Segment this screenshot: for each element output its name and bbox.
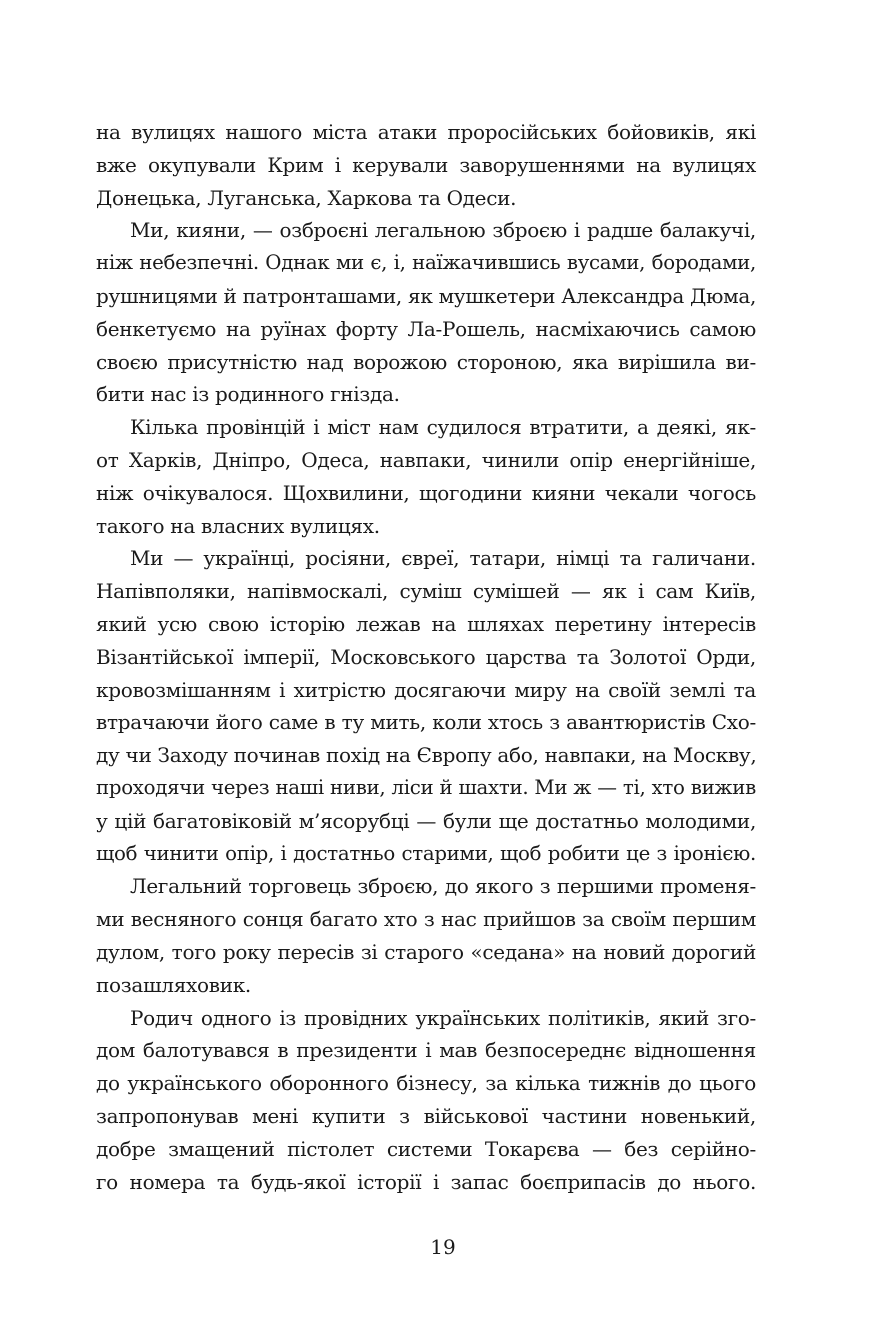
text-line: дулом, того року пересів зі старого «седана» на новий дорогий xyxy=(96,939,756,964)
text-line: такого на власних вулицях. xyxy=(96,513,380,538)
paragraph-first-line: Ми — українці, росіяни, євреї, татари, німці та галичани. xyxy=(130,546,756,571)
text-line: позашляховик. xyxy=(96,972,251,997)
text-line: от Харків, Дніпро, Одеса, навпаки, чинили опір енергійніше, xyxy=(96,447,756,472)
paragraph-first-line: Кілька провінцій і міст нам судилося втратити, а деякі, як- xyxy=(130,415,756,440)
paragraph-first-line: Ми, кияни, — озброєні легальною зброєю і радше балакучі, xyxy=(130,218,756,243)
text-line: Донецька, Луганська, Харкова та Одеси. xyxy=(96,185,517,210)
text-line: який усю свою історію лежав на шляхах перетину інтересів xyxy=(96,611,756,636)
paragraph-first-line: Родич одного із провідних українських політиків, який зго- xyxy=(130,1005,756,1030)
text-line: на вулицях нашого міста атаки проросійських бойовиків, які xyxy=(96,120,756,144)
text-line: кровозмішанням і хитрістю досягаючи миру на своїй землі та xyxy=(96,677,756,702)
page-body xyxy=(96,116,756,1198)
text-line: у цій багатовіковій м’ясорубці — були ще достатньо молодими, xyxy=(96,808,756,833)
text-line: дом балотувався в президенти і мав безпосереднє відношення xyxy=(96,1038,756,1063)
text-line: втрачаючи його саме в ту мить, коли хтось з авантюристів Схо- xyxy=(96,710,756,735)
text-line: добре змащений пістолет системи Токарєва — без серійно- xyxy=(96,1136,756,1161)
text-line: ду чи Заходу починав похід на Європу або, навпаки, на Москву, xyxy=(96,743,757,768)
text-line: ніж очікувалося. Щохвилини, щогодини кияни чекали чогось xyxy=(96,480,756,505)
text-line: бити нас із родинного гнізда. xyxy=(96,382,400,407)
text-line: запропонував мені купити з військової частини новенький, xyxy=(96,1103,756,1128)
text-line: своєю присутністю над ворожою стороною, яка вирішила ви- xyxy=(96,349,756,374)
text-line: ніж небезпечні. Однак ми є, і, наїжачившись вусами, бородами, xyxy=(96,251,756,275)
text-line: до українського оборонного бізнесу, за кілька тижнів до цього xyxy=(96,1071,756,1096)
text-line: го номера та будь-якої історії і запас боєприпасів до нього. xyxy=(96,1169,756,1194)
text-line: щоб чинити опір, і достатньо старими, щоб робити це з іронією. xyxy=(96,841,756,865)
text-line: Візантійської імперії, Московського царства та Золотої Орди, xyxy=(96,644,756,669)
page-number: 19 xyxy=(430,1235,456,1259)
text-line: проходячи через наші ниви, ліси й шахти. Ми ж — ті, хто вижив xyxy=(96,775,756,799)
text-line: Напівполяки, напівмоскалі, суміш сумішей — як і сам Київ, xyxy=(96,579,756,604)
text-line: бенкетуємо на руїнах форту Ла-Рошель, насміхаючись самою xyxy=(96,316,756,341)
text-line: вже окупували Крим і керували заворушеннями на вулицях xyxy=(96,152,756,177)
paragraph-first-line: Легальний торговець зброєю, до якого з першими променя- xyxy=(130,874,756,899)
text-line: ми весняного сонця багато хто з нас прийшов за своїм першим xyxy=(96,907,756,932)
text-line: рушницями й патронташами, як мушкетери Александра Дюма, xyxy=(96,283,757,308)
